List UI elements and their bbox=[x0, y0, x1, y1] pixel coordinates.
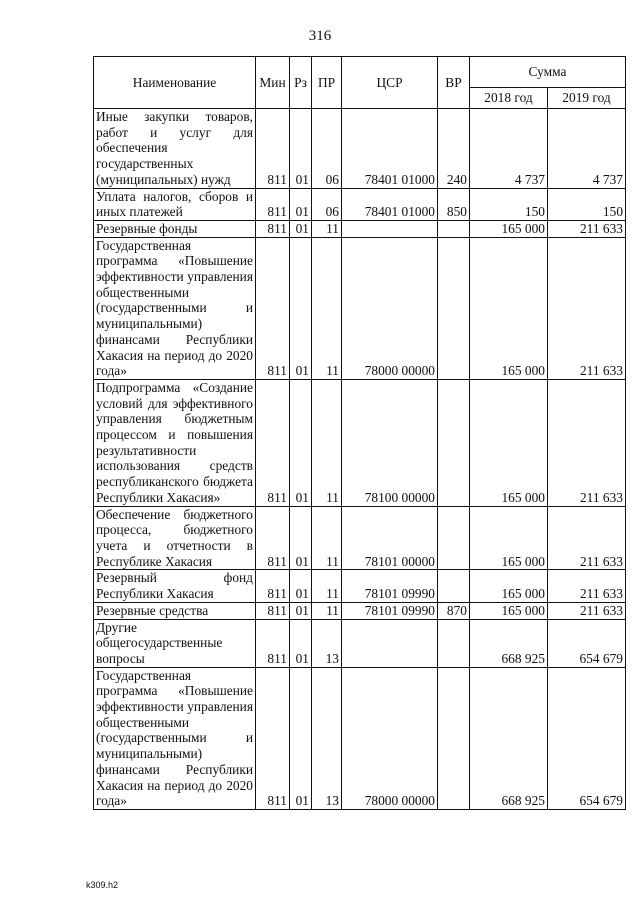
row-sum-2018: 668 925 bbox=[470, 667, 548, 809]
row-min: 811 bbox=[256, 570, 290, 602]
col-header-name: Наименование bbox=[94, 57, 256, 109]
row-csr: 78101 09990 bbox=[342, 602, 438, 619]
row-pr: 13 bbox=[312, 667, 342, 809]
row-pr: 11 bbox=[312, 379, 342, 506]
row-rz: 01 bbox=[290, 379, 312, 506]
row-pr: 11 bbox=[312, 570, 342, 602]
row-sum-2018: 165 000 bbox=[470, 220, 548, 237]
table-row bbox=[94, 570, 626, 602]
row-min: 811 bbox=[256, 220, 290, 237]
row-sum-2019: 211 633 bbox=[548, 602, 626, 619]
row-rz: 01 bbox=[290, 109, 312, 189]
row-name: Подпрограмма «Создание условий для эффективного управления бюджетным процессом и повышения результативности использования средств республиканского бюджета Республики Хакасия» bbox=[94, 379, 256, 506]
row-sum-2018: 165 000 bbox=[470, 379, 548, 506]
row-sum-2019: 211 633 bbox=[548, 237, 626, 379]
col-header-pr: ПР bbox=[312, 57, 342, 109]
col-header-min: Мин bbox=[256, 57, 290, 109]
row-name: Резервные средства bbox=[94, 602, 256, 619]
row-min: 811 bbox=[256, 506, 290, 570]
row-sum-2019: 654 679 bbox=[548, 667, 626, 809]
row-rz: 01 bbox=[290, 570, 312, 602]
row-min: 811 bbox=[256, 602, 290, 619]
row-sum-2019: 211 633 bbox=[548, 570, 626, 602]
row-pr: 11 bbox=[312, 220, 342, 237]
row-vr bbox=[438, 220, 470, 237]
row-pr: 13 bbox=[312, 619, 342, 667]
table-row bbox=[94, 667, 626, 809]
table-row bbox=[94, 109, 626, 189]
row-csr: 78101 09990 bbox=[342, 570, 438, 602]
row-name: Государственная программа «Повышение эффективности управления общественными (государственными и муниципальными) финансами Республики Хакасия на период до 2020 года» bbox=[94, 667, 256, 809]
col-header-sum: Сумма bbox=[470, 57, 626, 88]
row-vr bbox=[438, 570, 470, 602]
row-csr bbox=[342, 220, 438, 237]
table-row bbox=[94, 237, 626, 379]
row-vr bbox=[438, 237, 470, 379]
row-pr: 11 bbox=[312, 237, 342, 379]
row-rz: 01 bbox=[290, 188, 312, 220]
row-name: Другие общегосударственные вопросы bbox=[94, 619, 256, 667]
row-name: Государственная программа «Повышение эффективности управления общественными (государственными и муниципальными) финансами Республики Хакасия на период до 2020 года» bbox=[94, 237, 256, 379]
table-row bbox=[94, 220, 626, 237]
row-name: Резервный фонд Республики Хакасия bbox=[94, 570, 256, 602]
row-sum-2018: 165 000 bbox=[470, 570, 548, 602]
row-name: Иные закупки товаров, работ и услуг для обеспечения государственных (муниципальных) нужд bbox=[94, 109, 256, 189]
row-vr: 850 bbox=[438, 188, 470, 220]
table-row bbox=[94, 379, 626, 506]
row-pr: 11 bbox=[312, 506, 342, 570]
row-vr bbox=[438, 506, 470, 570]
row-vr: 240 bbox=[438, 109, 470, 189]
row-min: 811 bbox=[256, 109, 290, 189]
table-row bbox=[94, 619, 626, 667]
col-header-rz: Рз bbox=[290, 57, 312, 109]
row-csr: 78000 00000 bbox=[342, 667, 438, 809]
row-csr: 78101 00000 bbox=[342, 506, 438, 570]
col-header-csr: ЦСР bbox=[342, 57, 438, 109]
row-vr bbox=[438, 619, 470, 667]
row-sum-2019: 211 633 bbox=[548, 506, 626, 570]
page-number: 316 bbox=[308, 28, 332, 44]
row-sum-2018: 165 000 bbox=[470, 506, 548, 570]
budget-table bbox=[93, 56, 626, 810]
row-csr bbox=[342, 619, 438, 667]
row-vr bbox=[438, 379, 470, 506]
row-sum-2019: 654 679 bbox=[548, 619, 626, 667]
row-min: 811 bbox=[256, 667, 290, 809]
row-sum-2018: 165 000 bbox=[470, 237, 548, 379]
row-rz: 01 bbox=[290, 619, 312, 667]
row-min: 811 bbox=[256, 619, 290, 667]
row-sum-2018: 4 737 bbox=[470, 109, 548, 189]
table-row bbox=[94, 602, 626, 619]
row-sum-2018: 165 000 bbox=[470, 602, 548, 619]
table-row bbox=[94, 506, 626, 570]
row-csr: 78100 00000 bbox=[342, 379, 438, 506]
row-rz: 01 bbox=[290, 506, 312, 570]
row-sum-2018: 150 bbox=[470, 188, 548, 220]
row-sum-2019: 150 bbox=[548, 188, 626, 220]
row-pr: 06 bbox=[312, 109, 342, 189]
row-vr bbox=[438, 667, 470, 809]
row-sum-2019: 211 633 bbox=[548, 379, 626, 506]
row-csr: 78401 01000 bbox=[342, 109, 438, 189]
row-pr: 06 bbox=[312, 188, 342, 220]
row-sum-2019: 4 737 bbox=[548, 109, 626, 189]
row-sum-2018: 668 925 bbox=[470, 619, 548, 667]
col-header-vr: ВР bbox=[438, 57, 470, 109]
row-csr: 78401 01000 bbox=[342, 188, 438, 220]
row-rz: 01 bbox=[290, 602, 312, 619]
col-header-2018: 2018 год bbox=[470, 88, 548, 109]
row-sum-2019: 211 633 bbox=[548, 220, 626, 237]
row-rz: 01 bbox=[290, 667, 312, 809]
row-name: Обеспечение бюджетного процесса, бюджетного учета и отчетности в Республике Хакасия bbox=[94, 506, 256, 570]
row-rz: 01 bbox=[290, 237, 312, 379]
row-csr: 78000 00000 bbox=[342, 237, 438, 379]
row-vr: 870 bbox=[438, 602, 470, 619]
row-min: 811 bbox=[256, 188, 290, 220]
row-min: 811 bbox=[256, 237, 290, 379]
row-pr: 11 bbox=[312, 602, 342, 619]
footer-code: k309.h2 bbox=[86, 880, 119, 890]
row-name: Уплата налогов, сборов и иных платежей bbox=[94, 188, 256, 220]
col-header-2019: 2019 год bbox=[548, 88, 626, 109]
table-row bbox=[94, 188, 626, 220]
row-rz: 01 bbox=[290, 220, 312, 237]
row-min: 811 bbox=[256, 379, 290, 506]
row-name: Резервные фонды bbox=[94, 220, 256, 237]
